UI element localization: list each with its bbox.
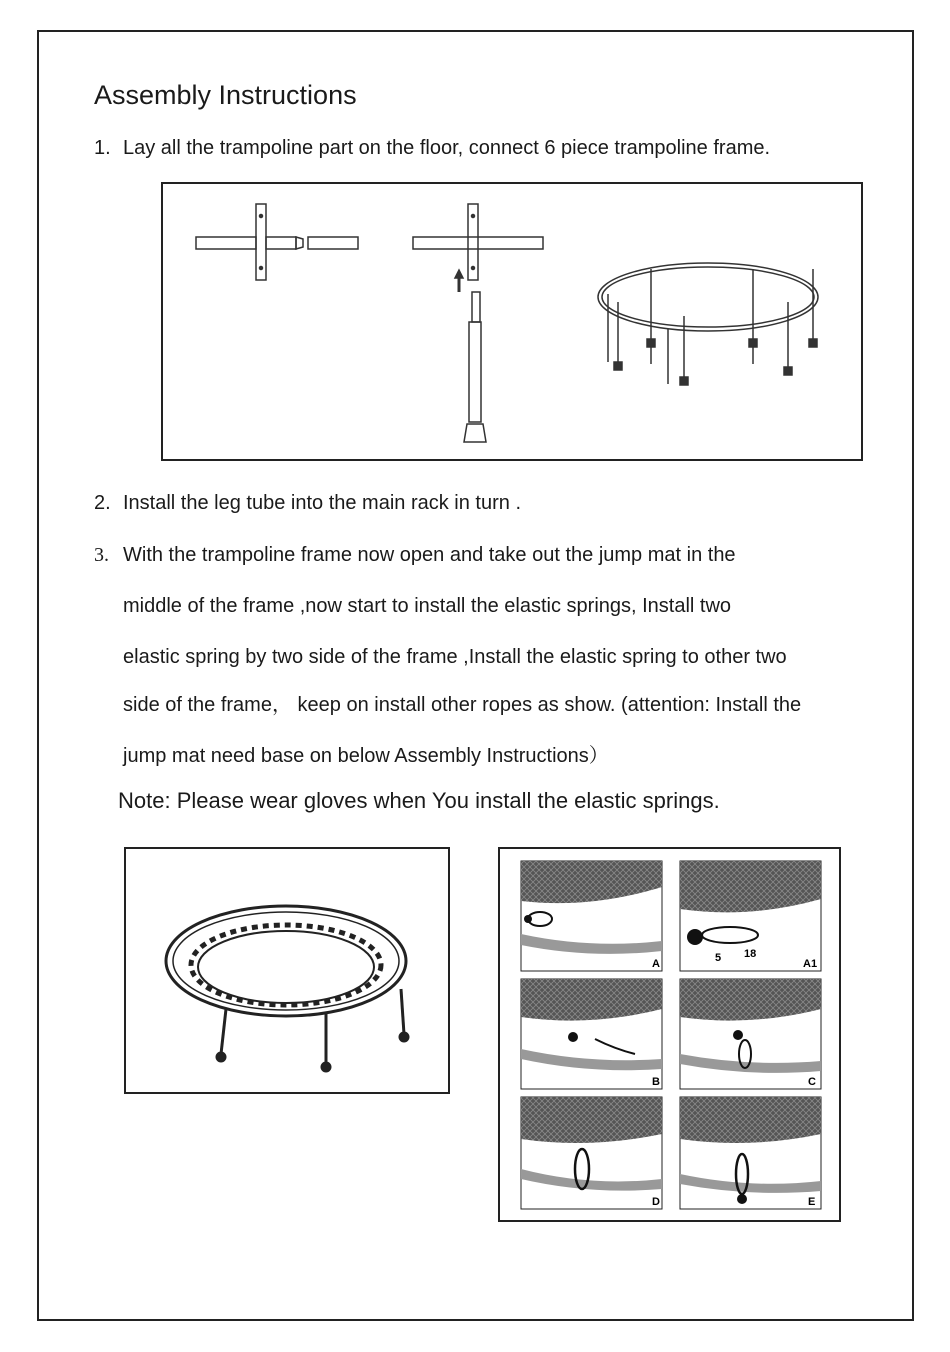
leg-1 bbox=[221, 1009, 226, 1054]
frame-tube-right bbox=[266, 237, 296, 249]
panel-a1-label: A1 bbox=[803, 958, 818, 970]
step-2-number: 2. bbox=[94, 492, 111, 514]
frame-outer-ring bbox=[166, 906, 406, 1016]
panel-e-label: E bbox=[808, 1196, 816, 1208]
step-3 bbox=[94, 544, 736, 567]
trampoline-diagram bbox=[126, 849, 448, 1092]
safety-note: Note: Please wear gloves when You install the elastic springs. bbox=[118, 788, 720, 813]
panel-d bbox=[521, 1097, 662, 1209]
page-title: Assembly Instructions bbox=[94, 80, 357, 110]
panel-a-label: A bbox=[652, 958, 660, 970]
panel-e bbox=[680, 1097, 821, 1209]
spring-ring bbox=[191, 925, 381, 1005]
step-3-line-5: jump mat need base on below Assembly Instructions） bbox=[123, 745, 609, 767]
assembled-ring bbox=[598, 263, 818, 331]
panel-a1 bbox=[680, 861, 821, 971]
callout-5: 5 bbox=[715, 952, 722, 964]
leg-3 bbox=[401, 989, 404, 1034]
panel-b bbox=[521, 979, 662, 1089]
step-1 bbox=[94, 137, 770, 160]
step-2-text: Install the leg tube into the main rack in turn . bbox=[123, 492, 521, 514]
panel-d-label: D bbox=[652, 1196, 660, 1208]
step-3-line-4: side of the frame， keep on install other ropes as show. (attention: Install the bbox=[123, 694, 802, 716]
frame-tube-loose bbox=[308, 237, 358, 249]
leg-foot bbox=[464, 424, 486, 442]
panel-c bbox=[680, 979, 821, 1089]
step-3-line-1: With the trampoline frame now open and take out the jump mat in the bbox=[123, 544, 736, 566]
frame-tube-left bbox=[196, 237, 256, 249]
frame-assembly-figure bbox=[161, 182, 863, 461]
spring-install-figure bbox=[498, 847, 841, 1222]
step-3-line-2: middle of the frame ,now start to install the elastic springs, Install two bbox=[123, 595, 732, 617]
step-2 bbox=[94, 492, 521, 515]
spring-install-panels bbox=[500, 849, 839, 1220]
frame-assembly-diagram bbox=[163, 184, 861, 459]
callout-18: 18 bbox=[744, 948, 757, 960]
jump-mat-edge bbox=[198, 931, 374, 1003]
panel-b-label: B bbox=[652, 1076, 660, 1088]
panel-a bbox=[521, 861, 662, 971]
step-3-line-3: elastic spring by two side of the frame ,Install the elastic spring to other two bbox=[123, 646, 787, 668]
leg-top-tube bbox=[472, 292, 480, 322]
panel-c-label: C bbox=[808, 1076, 816, 1088]
trampoline-figure bbox=[124, 847, 450, 1094]
step-1-text: Lay all the trampoline part on the floor, connect 6 piece trampoline frame. bbox=[123, 137, 771, 159]
step-1-number: 1. bbox=[94, 137, 111, 159]
step-3-number: 3. bbox=[94, 544, 109, 566]
leg-tube bbox=[469, 322, 481, 422]
